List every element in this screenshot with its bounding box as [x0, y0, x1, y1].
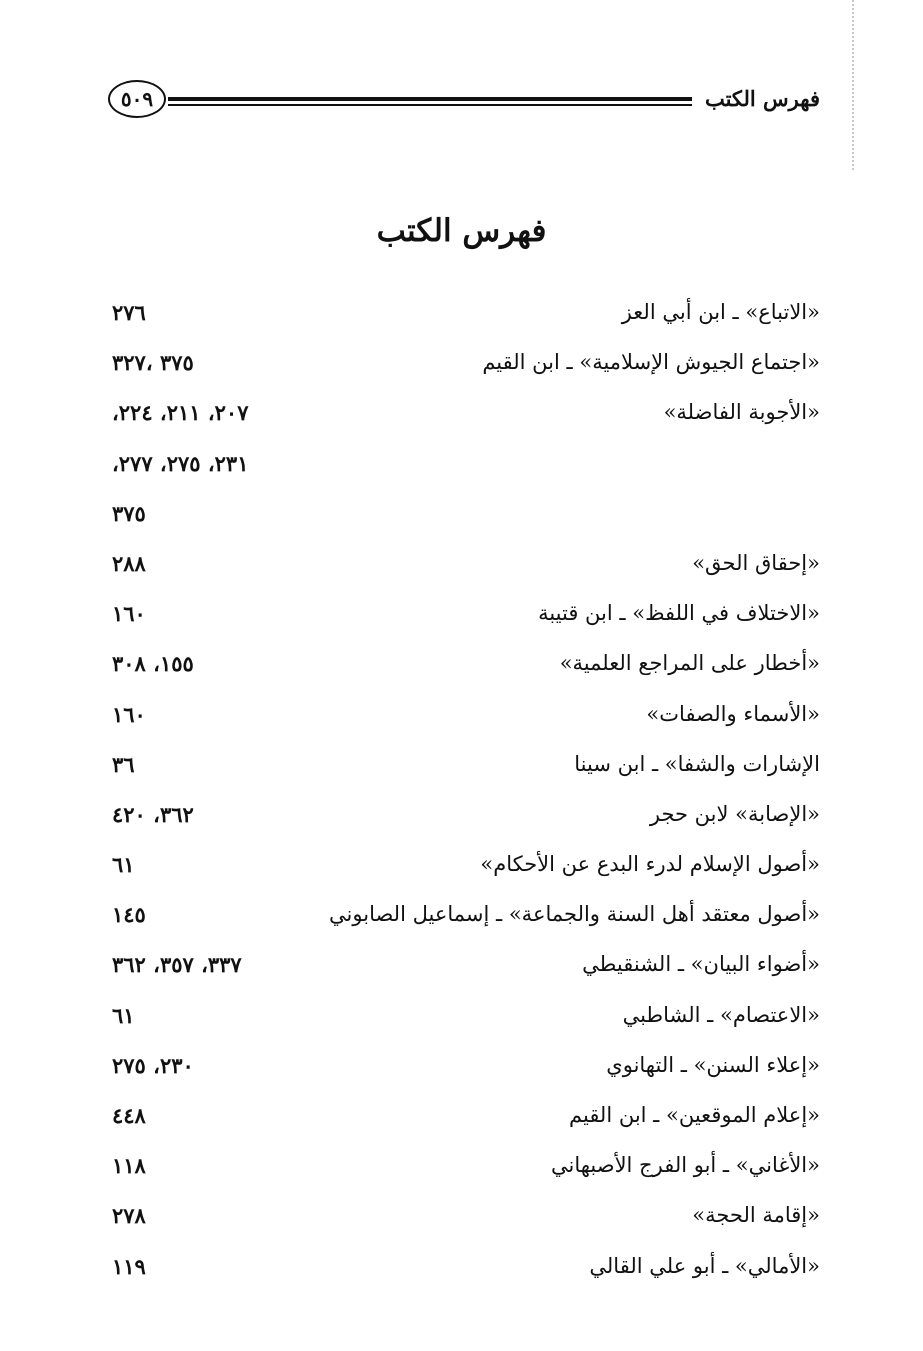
entry-pages: ١١٨: [112, 1153, 146, 1179]
entry-title: «إقامة الحجة»: [692, 1203, 820, 1228]
entry-title: الإشارات والشفا» ـ ابن سينا: [574, 751, 820, 776]
index-row: [108, 1097, 820, 1147]
entry-title: «الأسماء والصفات»: [646, 701, 820, 726]
page-number-badge: [108, 80, 166, 118]
index-row: [108, 595, 820, 645]
header-rule-thin: [168, 104, 692, 106]
entry-title: «أضواء البيان» ـ الشنقيطي: [582, 952, 820, 977]
header-double-rule: [168, 97, 692, 106]
entry-title: «الأمالي» ـ أبو علي القالي: [589, 1253, 820, 1278]
entry-title: «أصول الإسلام لدرء البدع عن الأحكام»: [480, 852, 820, 877]
page-trim-line: [852, 0, 854, 170]
index-row: [108, 645, 820, 695]
entry-pages: ٢٨٨: [112, 550, 146, 576]
entry-title: «اجتماع الجيوش الإسلامية» ـ ابن القيم: [482, 350, 820, 375]
entry-pages: ٣٧٥ ،٣٢٧: [112, 350, 194, 376]
entry-title: «الاعتصام» ـ الشاطبي: [622, 1002, 820, 1027]
running-header: [108, 78, 820, 122]
index-row: [108, 796, 820, 846]
index-row: [108, 545, 820, 595]
index-row: [108, 294, 820, 344]
entry-pages: ٢٧٨: [112, 1203, 146, 1229]
entry-title: «أصول معتقد أهل السنة والجماعة» ـ إسماعيل الصابوني: [329, 902, 820, 927]
entry-pages: ١٦٠: [112, 701, 146, 727]
entry-title: «إحقاق الحق»: [692, 550, 820, 575]
entry-pages: ٢٣٠، ٢٧٥: [112, 1052, 194, 1078]
index-row: [108, 746, 820, 796]
entry-title: «الإصابة» لابن حجر: [649, 801, 820, 826]
entry-title: «الأجوبة الفاضلة»: [663, 400, 820, 425]
entry-title: «الاتباع» ـ ابن أبي العز: [621, 300, 820, 324]
entry-title: «أخطار على المراجع العلمية»: [559, 651, 820, 676]
entry-pages: ١٦٠: [112, 601, 146, 627]
page-number: ٥٠٩: [120, 87, 154, 111]
index-row: [108, 997, 820, 1047]
index-row: [108, 896, 820, 946]
index-row: [108, 1248, 820, 1298]
running-header-title: فهرس الكتب: [704, 86, 820, 111]
entry-pages: ٣٦٢، ٤٢٠: [112, 801, 194, 827]
entry-pages: ٦١: [112, 1002, 135, 1028]
entry-pages: ٢٣١، ٢٧٥، ٢٧٧،: [112, 450, 249, 476]
index-row: [108, 394, 820, 444]
index-row-continuation: [108, 495, 820, 545]
entry-title: «الأغاني» ـ أبو الفرج الأصبهاني: [550, 1153, 820, 1178]
entry-title: «إعلاء السنن» ـ التهانوي: [606, 1052, 820, 1077]
index-row: [108, 1147, 820, 1197]
index-row: [108, 1047, 820, 1097]
index-row: [108, 344, 820, 394]
entry-title: «الاختلاف في اللفظ» ـ ابن قتيبة: [538, 601, 820, 626]
entry-pages: ١٤٥: [112, 902, 146, 928]
index-row: [108, 1197, 820, 1247]
header-rule-thick: [168, 97, 692, 101]
index-row: [108, 696, 820, 746]
index-row: [108, 846, 820, 896]
page-title: فهرس الكتب: [376, 212, 547, 249]
entry-pages: ١٥٥، ٣٠٨: [112, 651, 194, 677]
entry-pages: ٦١: [112, 852, 135, 878]
entry-title: «إعلام الموقعين» ـ ابن القيم: [569, 1103, 820, 1127]
entry-pages: ٤٤٨: [112, 1103, 146, 1128]
entry-pages: ٣٣٧، ٣٥٧، ٣٦٢: [112, 952, 242, 978]
book-index-list: [108, 294, 820, 1298]
index-row: [108, 946, 820, 996]
entry-pages: ٢٠٧، ٢١١، ٢٢٤،: [112, 400, 249, 426]
entry-pages: ٣٧٥: [112, 500, 146, 526]
index-row-continuation: [108, 445, 820, 495]
entry-pages: ١١٩: [112, 1253, 146, 1279]
entry-pages: ٣٦: [112, 751, 135, 777]
entry-pages: ٢٧٦: [112, 300, 146, 325]
